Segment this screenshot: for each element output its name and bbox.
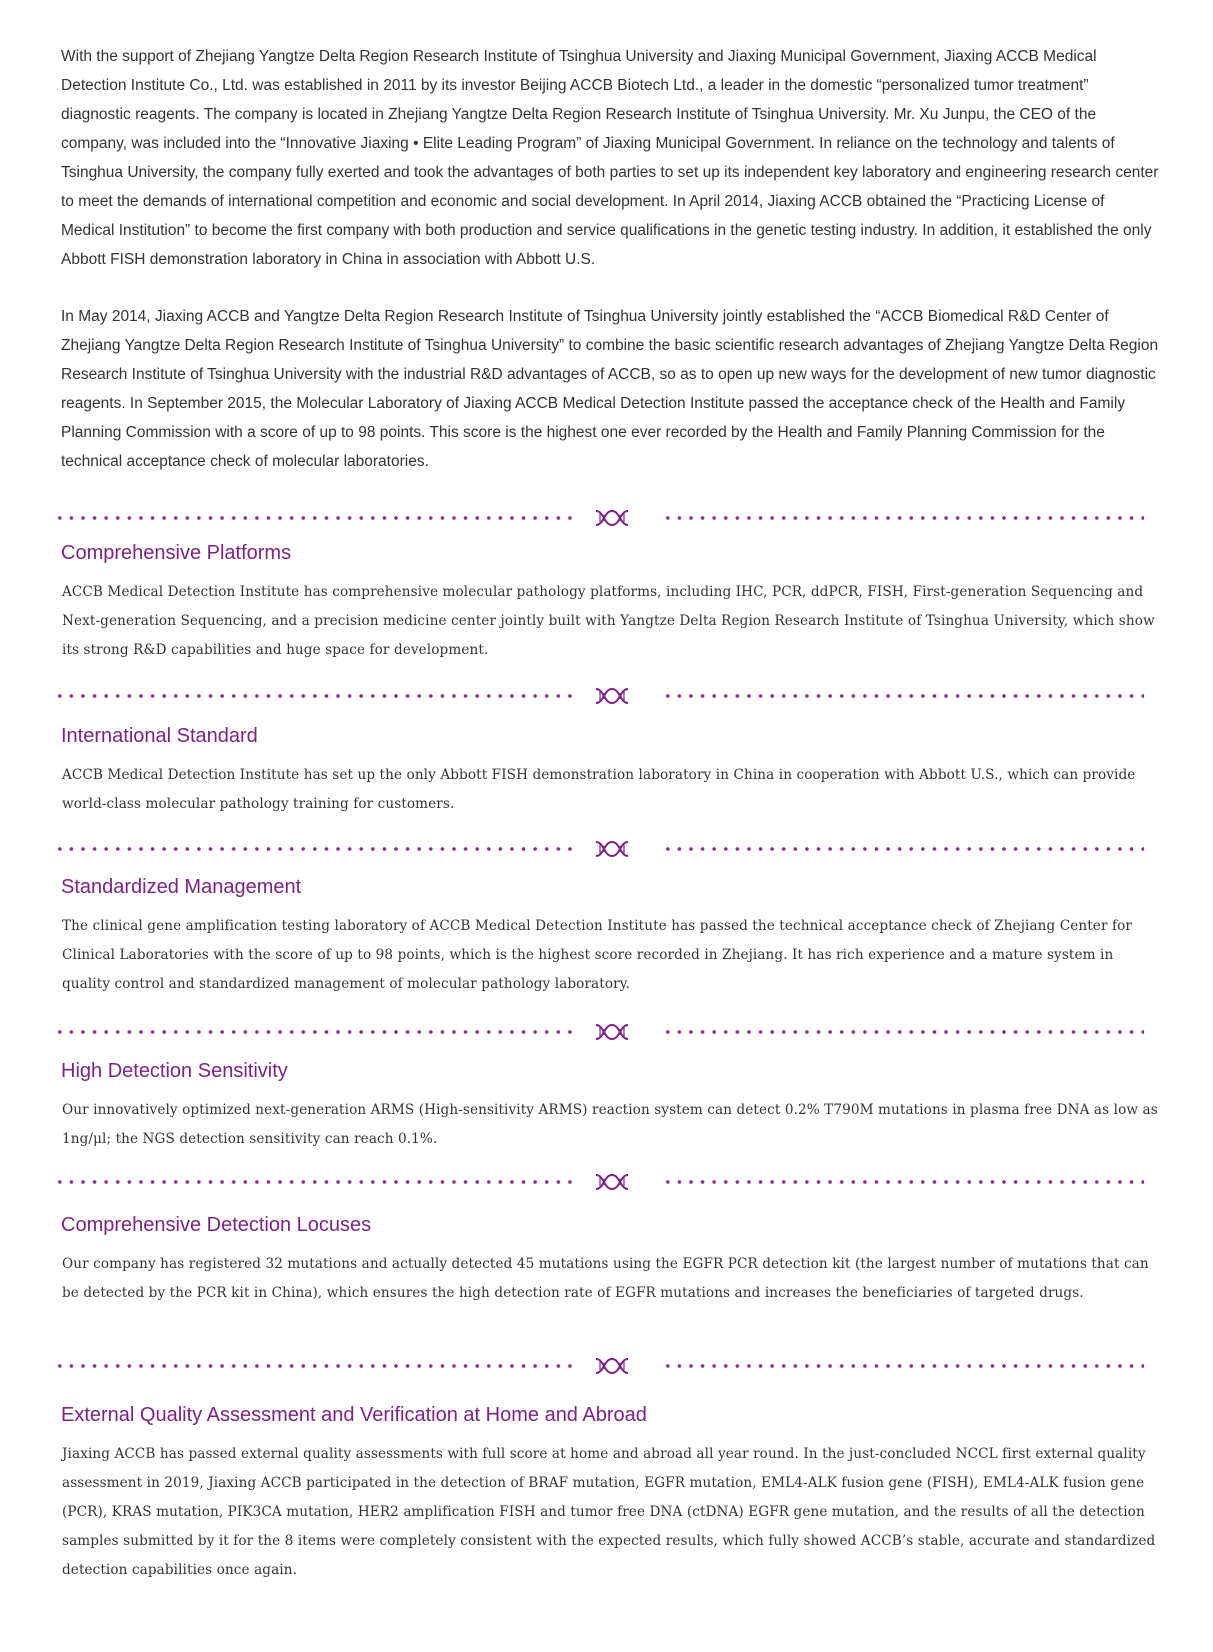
dotted-line <box>54 694 574 698</box>
section-title-standardized-management: Standardized Management <box>61 876 302 898</box>
dotted-line <box>54 516 574 520</box>
dna-helix-icon <box>594 687 630 705</box>
section-divider <box>54 1022 1144 1042</box>
dna-helix-icon <box>594 1357 630 1375</box>
dotted-line <box>662 1180 1144 1184</box>
section-title-comprehensive-detection-locuses: Comprehensive Detection Locuses <box>61 1214 372 1236</box>
dotted-line <box>662 1030 1144 1034</box>
dotted-line <box>54 847 574 851</box>
dotted-line <box>662 694 1144 698</box>
intro-paragraph: With the support of Zhejiang Yangtze Delta Region Research Institute of Tsinghua University and Jiaxing Municipal Government, Jiaxing ACCB Medical Detection Institute Co., Ltd. was established in 2011 by its investor Beijing ACCB Biotech Ltd., a leader in the domestic “personalized tumor treatment” diagnostic reagents. The company is located in Zhejiang Yangtze Delta Region Research Institute of Tsinghua University. Mr. Xu Junpu, the CEO of the company, was included into the “Innovative Jiaxing • Elite Leading Program” of Jiaxing Municipal Government. In reliance on the technology and talents of Tsinghua University, the company fully exerted and took the advantages of both parties to set up its independent key laboratory and engineering research center to meet the demands of international competition and economic and social development. In April 2014, Jiaxing ACCB obtained the “Practicing License of Medical Institution” to become the first company with both production and service qualifications in the genetic testing industry. In addition, it established the only Abbott FISH demonstration laboratory in China in association with Abbott U.S. <box>61 48 1159 268</box>
section-divider <box>54 839 1144 859</box>
section-body-international-standard: ACCB Medical Detection Institute has set up the only Abbott FISH demonstration laboratory in China in cooperation with Abbott U.S., which can provide world-class molecular pathology training for customers. <box>62 767 1136 812</box>
dotted-line <box>54 1030 574 1034</box>
section-title-external-quality-assessment: External Quality Assessment and Verification at Home and Abroad <box>61 1404 647 1426</box>
section-body-comprehensive-detection-locuses: Our company has registered 32 mutations and actually detected 45 mutations using the EGFR PCR detection kit (the largest number of mutations that can be detected by the PCR kit in China), which ensures the high detection rate of EGFR mutations and increases the beneficiaries of targeted drugs. <box>62 1256 1149 1301</box>
dna-helix-icon <box>594 1023 630 1041</box>
dotted-line <box>662 847 1144 851</box>
section-title-comprehensive-platforms: Comprehensive Platforms <box>61 542 292 564</box>
section-divider <box>54 686 1144 706</box>
section-divider <box>54 508 1144 528</box>
section-body-standardized-management: The clinical gene amplification testing laboratory of ACCB Medical Detection Institute has passed the technical acceptance check of Zhejiang Center for Clinical Laboratories with the score of up to 98 points, which is the highest score recorded in Zhejiang. It has rich experience and a mature system in quality control and standardized management of molecular pathology laboratory. <box>62 918 1132 992</box>
dotted-line <box>662 1364 1144 1368</box>
dotted-line <box>54 1180 574 1184</box>
dna-helix-icon <box>594 1173 630 1191</box>
section-divider <box>54 1356 1144 1376</box>
intro-paragraph: In May 2014, Jiaxing ACCB and Yangtze Delta Region Research Institute of Tsinghua University jointly established the “ACCB Biomedical R&D Center of Zhejiang Yangtze Delta Region Research Institute of Tsinghua University” to combine the basic scientific research advantages of Zhejiang Yangtze Delta Region Research Institute of Tsinghua University with the industrial R&D advantages of ACCB, so as to open up new ways for the development of new tumor diagnostic reagents. In September 2015, the Molecular Laboratory of Jiaxing ACCB Medical Detection Institute passed the acceptance check of the Health and Family Planning Commission with a score of up to 98 points. This score is the highest one ever recorded by the Health and Family Planning Commission for the technical acceptance check of molecular laboratories. <box>61 308 1159 470</box>
dotted-line <box>54 1364 574 1368</box>
section-divider <box>54 1172 1144 1192</box>
dotted-line <box>662 516 1144 520</box>
section-title-high-detection-sensitivity: High Detection Sensitivity <box>61 1060 288 1082</box>
section-body-external-quality-assessment: Jiaxing ACCB has passed external quality assessments with full score at home and abroad all year round. In the just-concluded NCCL first external quality assessment in 2019, Jiaxing ACCB participated in the detection of BRAF mutation, EGFR mutation, EML4-ALK fusion gene (FISH), EML4-ALK fusion gene (PCR), KRAS mutation, PIK3CA mutation, HER2 amplification FISH and tumor free DNA (ctDNA) EGFR gene mutation, and the results of all the detection samples submitted by it for the 8 items were completely consistent with the expected results, which fully showed ACCB’s stable, accurate and standardized detection capabilities once again. <box>62 1446 1156 1578</box>
section-body-high-detection-sensitivity: Our innovatively optimized next-generation ARMS (High-sensitivity ARMS) reaction system can detect 0.2% T790M mutations in plasma free DNA as low as 1ng/μl; the NGS detection sensitivity can reach 0.1%. <box>62 1102 1158 1147</box>
section-title-international-standard: International Standard <box>61 725 258 747</box>
dna-helix-icon <box>594 840 630 858</box>
dna-helix-icon <box>594 509 630 527</box>
section-body-comprehensive-platforms: ACCB Medical Detection Institute has comprehensive molecular pathology platforms, including IHC, PCR, ddPCR, FISH, First-generation Sequencing and Next-generation Sequencing, and a precision medicine center jointly built with Yangtze Delta Region Research Institute of Tsinghua University, which show its strong R&D capabilities and huge space for development. <box>62 584 1155 658</box>
